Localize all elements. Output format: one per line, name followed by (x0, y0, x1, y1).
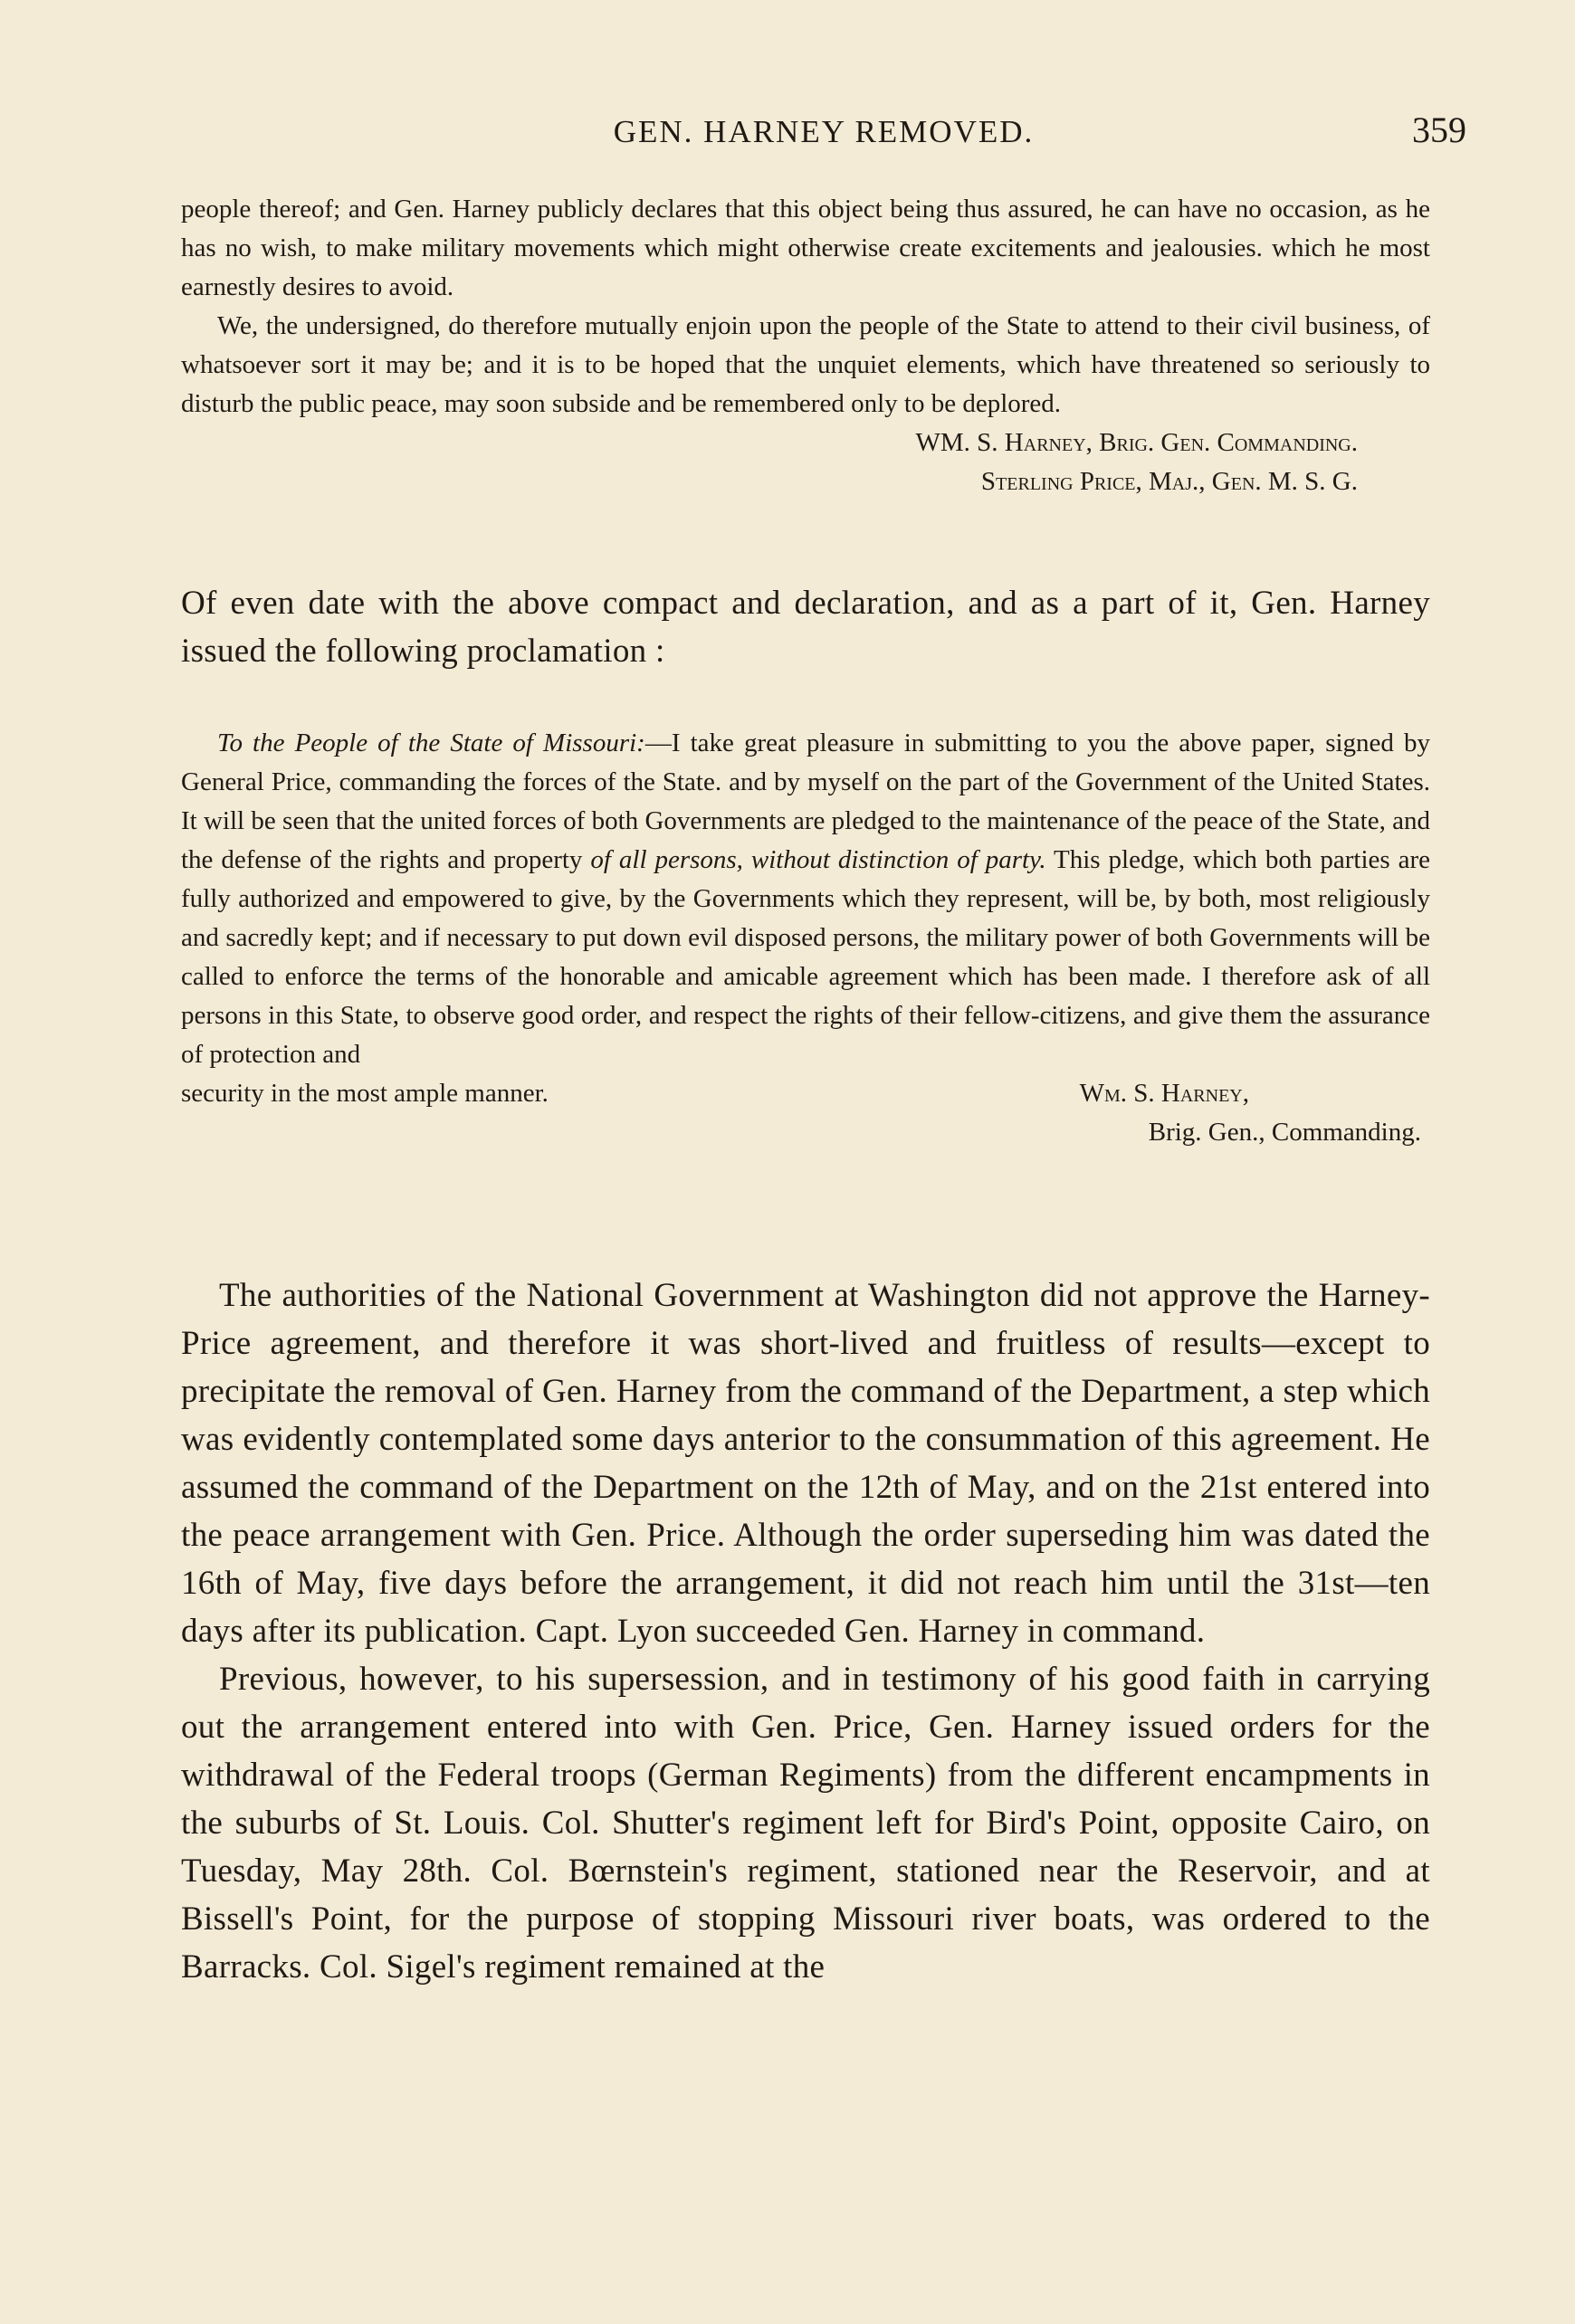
proclamation-signature-name: Wm. S. Harney, (1079, 1079, 1249, 1108)
proclamation-body (181, 724, 1430, 1074)
narrative-section (181, 1272, 1430, 1991)
signature-price: Sterling Price, Maj., Gen. M. S. G. (980, 467, 1358, 496)
intro-paragraph: Of even date with the above compact and declaration, and as a part of it, Gen. Harney issued the following proclamation : (181, 585, 1430, 670)
proclamation-section (181, 724, 1430, 1152)
narrative-paragraph-1: The authorities of the National Government at Washington did not approve the Harney-Price agreement, and therefore it was short-lived and fruitless of results—except to precipitate the removal of Gen. Harney from the command of the Department, a step which was evidently contemplated some days anterior to the consummation of this agreement. He assumed the command of the Department on the 12th of May, and on the 21st entered into the peace arrangement with Gen. Price. Although the order superseding him was dated the 16th of May, five days before the arrangement, it did not reach him until the 31st—ten days after its publication. Capt. Lyon succeeded Gen. Harney in command. (181, 1277, 1430, 1650)
proclamation-signature-title: Brig. Gen., Commanding. (1148, 1118, 1421, 1147)
compact-section (181, 190, 1430, 501)
proclamation-closing-row (181, 1074, 1430, 1113)
intro-section (181, 579, 1430, 675)
signature-harney: WM. S. Harney, Brig. Gen. Commanding. (915, 428, 1358, 457)
proclamation-last-line: security in the most ample manner. (181, 1079, 549, 1108)
proclamation-text-a: —I take great pleasure in submitting to you the above paper, signed by General Price, commanding the forces of the State. and by myself on the part of the Government of the United States. It will be seen that the united forces of both Governments are pledged to the maintenance of the peace of the State, and the defense of the rights and property (181, 729, 1430, 874)
narrative-paragraph-2: Previous, however, to his supersession, and in testimony of his good faith in carrying out the arrangement entered into with Gen. Price, Gen. Harney issued orders for the withdrawal of the Federal troops (German Regiments) from the different encampments in the suburbs of St. Louis. Col. Shutter's regiment left for Bird's Point, opposite Cairo, on Tuesday, May 28th. Col. Bœrnstein's regiment, stationed near the Reservoir, and at Bissell's Point, for the purpose of stopping Missouri river boats, was ordered to the Barracks. Col. Sigel's regiment remained at the (181, 1661, 1430, 1986)
compact-paragraph-1: people thereof; and Gen. Harney publicly declares that this object being thus assured, he can have no occasion, as he has no wish, to make military movements which might otherwise create excitements and jealousies. which he most earnestly desires to avoid. (181, 195, 1430, 301)
running-head: GEN. HARNEY REMOVED. (613, 114, 1035, 149)
proclamation-salutation: To the People of the State of Missouri: (217, 729, 645, 757)
proclamation-italic-phrase: of all persons, without distinction of party. (590, 845, 1046, 874)
page-number: 359 (1412, 110, 1466, 150)
page-header (181, 109, 1466, 163)
compact-paragraph-2: We, the undersigned, do therefore mutually enjoin upon the people of the State to attend to their civil business, of whatsoever sort it may be; and it is to be hoped that the unquiet elements, which have threatened so seriously to disturb the public peace, may soon subside and be remembered only to be deplored. (181, 311, 1430, 418)
proclamation-text-b: This pledge, which both parties are fully authorized and empowered to give, by the Governments which they represent, will be, by both, most religiously and sacredly kept; and if necessary to put down evil disposed persons, the military power of both Governments will be called to enforce the terms of the honorable and amicable agreement which has been made. I therefore ask of all persons in this State, to observe good order, and respect the rights of their fellow-citizens, and give them the assurance of protection and (181, 845, 1431, 1069)
